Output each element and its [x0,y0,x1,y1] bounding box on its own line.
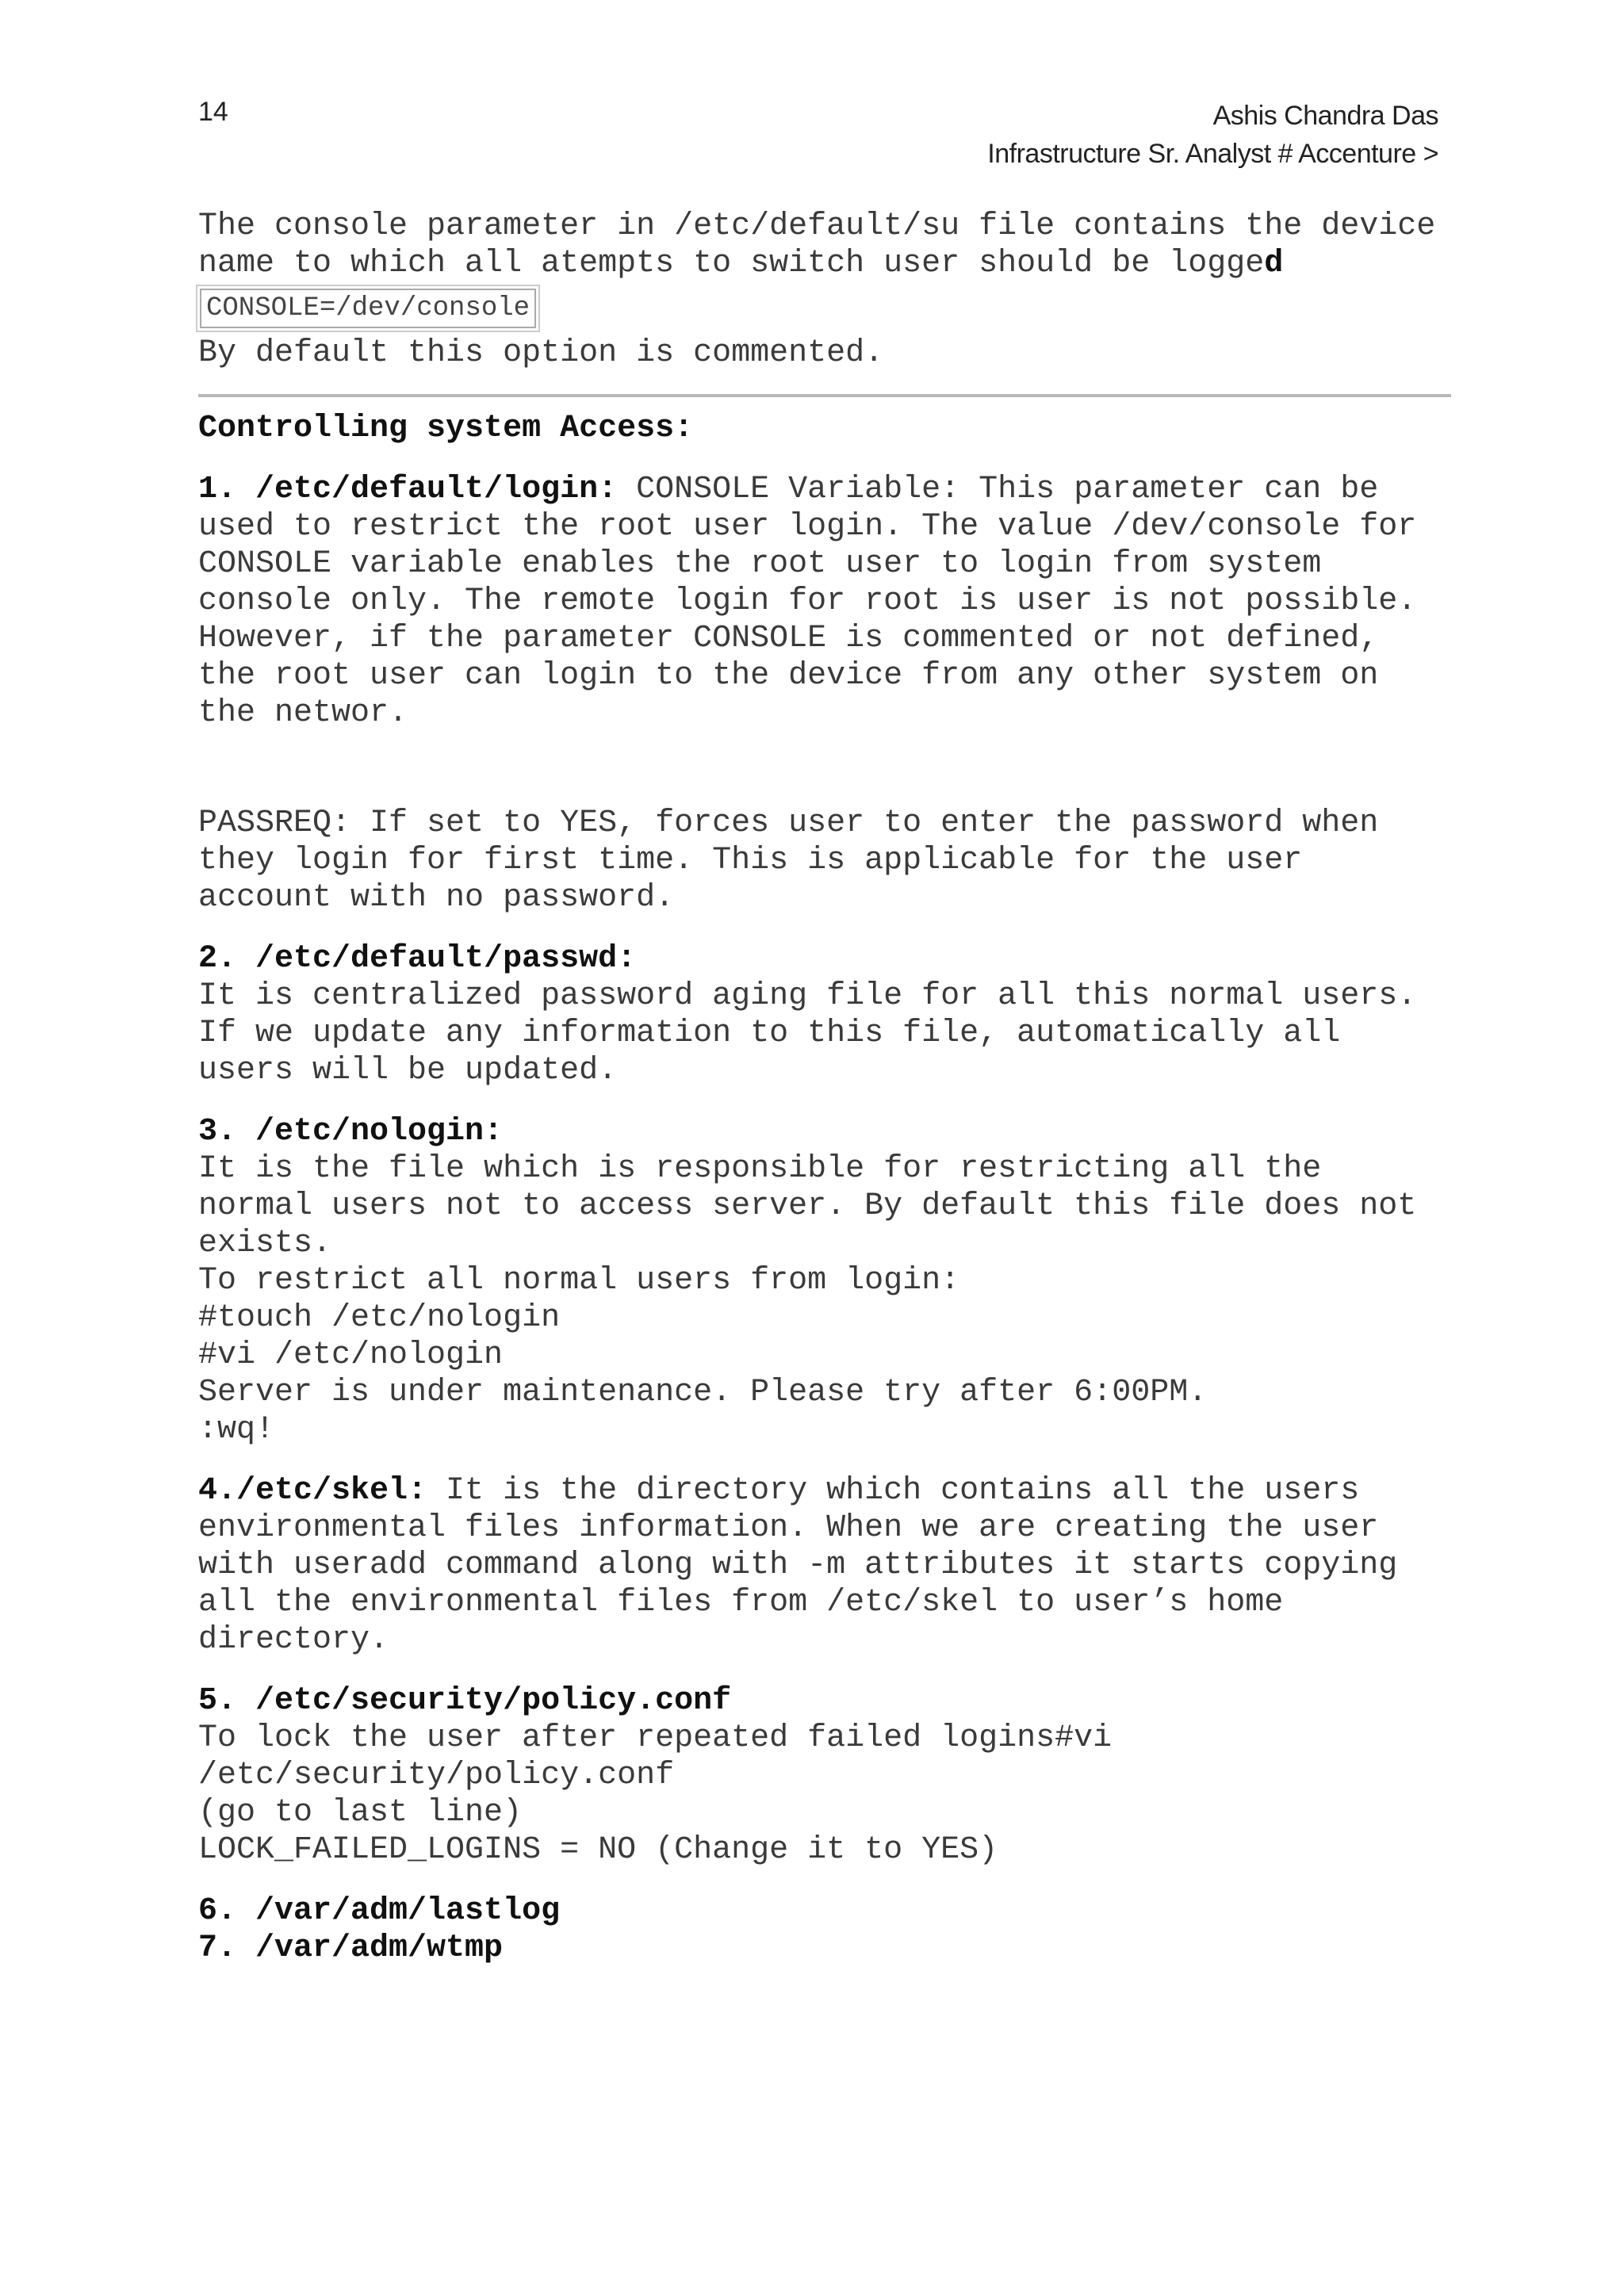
item-1-title: 1. /etc/default/login: [198,472,618,507]
item-4-body: It is the directory which contains all the users environmental files information. When we are creating the user with useradd command along with -m attributes it starts copying all the environmental files from /etc/skel to user’s home directory. [198,1473,1417,1658]
author-name: Ashis Chandra Das [1212,101,1438,131]
item-5-line: /etc/security/policy.conf [198,1758,675,1793]
item-4-title: 4./etc/skel: [198,1473,427,1509]
item-1-paragraph [198,471,1451,732]
console-code-box: CONSOLE=/dev/console [200,289,536,328]
item-6-title: 6. /var/adm/lastlog [198,1893,561,1929]
passreq-paragraph: PASSREQ: If set to YES, forces user to enter the password when they login for first time. This is applicable for the user account with no password. [198,806,1398,916]
item-1-body: CONSOLE Variable: This parameter can be used to restrict the root user login. The value /dev/console for CONSOLE variable enables the root user to login from system console only. The remote login for root is user is not possible. However, if the parameter CONSOLE is commented or not defined, the root user can login to the device from any other system on the networ. [198,472,1436,731]
author-title: Infrastructure Sr. Analyst # Accenture > [987,139,1438,169]
item-2-body: It is centralized password aging file for all this normal users. If we update any information to this file, automatically all users will be updated. [198,978,1436,1089]
item-2-title: 2. /etc/default/passwd: [198,941,637,977]
document-body [198,208,1455,1967]
item-3-line: To restrict all normal users from login: [198,1263,960,1299]
item-7-title: 7. /var/adm/wtmp [198,1931,504,1966]
section-divider [198,394,1451,397]
intro-text-bold-tail: d [1264,246,1284,281]
item-3-line: Server is under maintenance. Please try after 6:00PM. [198,1375,1208,1410]
page-number: 14 [198,97,228,127]
item-4-paragraph [198,1472,1451,1659]
item-3-line: #touch /etc/nologin [198,1300,561,1336]
intro-note: By default this option is commented. [198,335,884,371]
item-5-line: To lock the user after repeated failed logins#vi [198,1720,1113,1756]
page-header-author [987,97,1438,173]
item-5-line: LOCK_FAILED_LOGINS = NO (Change it to YES) [198,1832,998,1868]
item-3-body: It is the file which is responsible for restricting all the normal users not to access server. By default this file does not exists. [198,1151,1436,1261]
item-5-line: (go to last line) [198,1795,523,1831]
item-3-title: 3. /etc/nologin: [198,1114,504,1150]
item-5-title: 5. /etc/security/policy.conf [198,1683,732,1719]
section-heading: Controlling system Access: [198,411,694,446]
intro-paragraph [198,208,1455,282]
intro-text: The console parameter in /etc/default/su file contains the device name to which all atempts to switch user should be logge [198,209,1455,281]
item-3-line: :wq! [198,1412,275,1448]
item-3-line: #vi /etc/nologin [198,1337,504,1373]
